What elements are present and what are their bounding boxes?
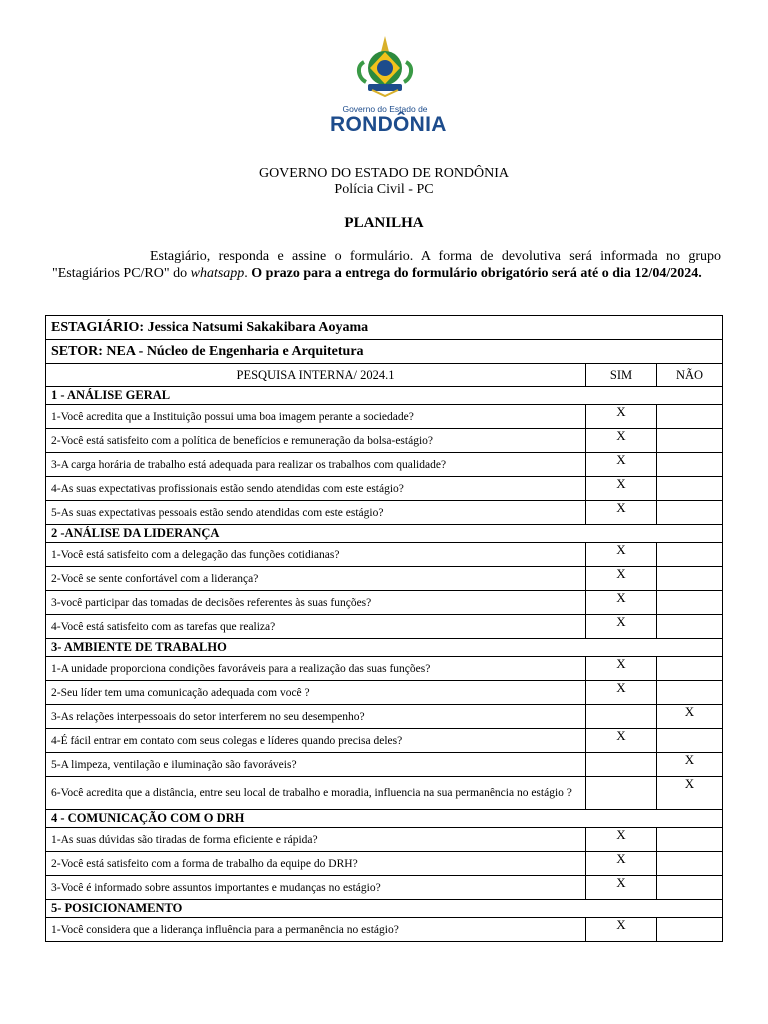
answer-no-cell — [657, 477, 723, 501]
answer-mark: X — [616, 452, 626, 467]
intro-text: Estagiário, responda e assine o formulário. A forma de devolutiva será informada no grupo "Estagiários PC/RO" do — [52, 249, 721, 281]
question-text: 3-você participar das tomadas de decisões referentes às suas funções? — [46, 591, 586, 615]
section-row — [46, 387, 723, 405]
logo-subtitle: Governo do Estado de — [342, 104, 428, 114]
question-row — [46, 852, 723, 876]
answer-no-cell — [657, 753, 723, 777]
answer-mark: X — [616, 566, 626, 581]
answer-no-cell — [657, 405, 723, 429]
question-text: 1-Você está satisfeito com a delegação das funções cotidianas? — [46, 543, 586, 567]
answer-mark: X — [616, 656, 626, 671]
answer-mark: X — [616, 827, 626, 842]
question-row — [46, 729, 723, 753]
question-text: 2-Você se sente confortável com a liderança? — [46, 567, 586, 591]
question-row — [46, 828, 723, 852]
question-row — [46, 753, 723, 777]
government-logo — [330, 32, 447, 152]
section-row — [46, 639, 723, 657]
intro-text-separator: . — [244, 266, 252, 281]
question-row — [46, 705, 723, 729]
question-row — [46, 591, 723, 615]
section-row — [46, 900, 723, 918]
section-title: 4 - COMUNICAÇÃO COM O DRH — [46, 810, 723, 828]
question-text: 5-As suas expectativas pessoais estão sendo atendidas com este estágio? — [46, 501, 586, 525]
question-row — [46, 501, 723, 525]
answer-yes-cell — [586, 852, 657, 876]
answer-yes-cell — [586, 501, 657, 525]
answer-mark: X — [616, 728, 626, 743]
question-text: 2-Seu líder tem uma comunicação adequada com você ? — [46, 681, 586, 705]
answer-mark: X — [616, 500, 626, 515]
question-text: 1-Você considera que a liderança influência para a permanência no estágio? — [46, 918, 586, 942]
answer-yes-cell — [586, 591, 657, 615]
answer-no-cell — [657, 501, 723, 525]
answer-mark: X — [616, 542, 626, 557]
answer-no-cell — [657, 777, 723, 810]
answer-yes-cell — [586, 543, 657, 567]
answer-yes-cell — [586, 876, 657, 900]
question-text: 4-As suas expectativas profissionais estão sendo atendidas com este estágio? — [46, 477, 586, 501]
intern-sector: SETOR: NEA - Núcleo de Engenharia e Arquitetura — [46, 340, 723, 364]
question-text: 2-Você está satisfeito com a política de benefícios e remuneração da bolsa-estágio? — [46, 429, 586, 453]
answer-no-cell — [657, 453, 723, 477]
answer-mark: X — [616, 614, 626, 629]
survey-header-row — [46, 364, 723, 387]
answer-yes-cell — [586, 405, 657, 429]
answer-yes-cell — [586, 681, 657, 705]
question-row — [46, 876, 723, 900]
question-row — [46, 429, 723, 453]
sector-row — [46, 340, 723, 364]
intro-paragraph — [52, 248, 721, 282]
answer-yes-cell — [586, 477, 657, 501]
answer-no-cell — [657, 591, 723, 615]
logo-title: RONDÔNIA — [330, 113, 447, 136]
answer-no-cell — [657, 657, 723, 681]
section-row — [46, 810, 723, 828]
question-row — [46, 918, 723, 942]
question-row — [46, 477, 723, 501]
answer-mark: X — [616, 917, 626, 932]
question-text: 5-A limpeza, ventilação e iluminação são favoráveis? — [46, 753, 586, 777]
question-row — [46, 567, 723, 591]
answer-no-cell — [657, 729, 723, 753]
section-title: 5- POSICIONAMENTO — [46, 900, 723, 918]
answer-mark: X — [616, 680, 626, 695]
answer-mark: X — [684, 752, 695, 767]
answer-yes-cell — [586, 777, 657, 810]
question-text: 4-É fácil entrar em contato com seus colegas e líderes quando precisa deles? — [46, 729, 586, 753]
question-text: 2-Você está satisfeito com a forma de trabalho da equipe do DRH? — [46, 852, 586, 876]
intern-name: ESTAGIÁRIO: Jessica Natsumi Sakakibara Aoyama — [46, 316, 723, 340]
question-text: 3-Você é informado sobre assuntos importantes e mudanças no estágio? — [46, 876, 586, 900]
answer-yes-cell — [586, 657, 657, 681]
intern-row — [46, 316, 723, 340]
question-row — [46, 615, 723, 639]
answer-yes-cell — [586, 453, 657, 477]
answer-no-cell — [657, 918, 723, 942]
answer-yes-cell — [586, 705, 657, 729]
question-row — [46, 681, 723, 705]
answer-yes-cell — [586, 828, 657, 852]
answer-yes-cell — [586, 615, 657, 639]
question-text: 3-A carga horária de trabalho está adequada para realizar os trabalhos com qualidade? — [46, 453, 586, 477]
answer-no-cell — [657, 828, 723, 852]
answer-mark: X — [616, 590, 626, 605]
section-title: 2 -ANÁLISE DA LIDERANÇA — [46, 525, 723, 543]
section-title: 3- AMBIENTE DE TRABALHO — [46, 639, 723, 657]
answer-yes-cell — [586, 729, 657, 753]
answer-yes-cell — [586, 429, 657, 453]
question-row — [46, 777, 723, 810]
section-row — [46, 525, 723, 543]
answer-yes-cell — [586, 753, 657, 777]
answer-no-cell — [657, 567, 723, 591]
answer-no-cell — [657, 681, 723, 705]
section-title: 1 - ANÁLISE GERAL — [46, 387, 723, 405]
header-government: GOVERNO DO ESTADO DE RONDÔNIA — [258, 166, 510, 181]
question-row — [46, 453, 723, 477]
header-department: Polícia Civil - PC — [334, 182, 434, 197]
answer-no-cell — [657, 429, 723, 453]
intro-app-name: whatsapp — [190, 266, 245, 281]
answer-mark: X — [616, 404, 626, 419]
answer-no-cell — [657, 543, 723, 567]
answer-no-cell — [657, 705, 723, 729]
answer-mark: X — [684, 704, 695, 719]
question-text: 6-Você acredita que a distância, entre seu local de trabalho e moradia, influencia na sua permanência no estágio ? — [46, 777, 586, 810]
question-row — [46, 405, 723, 429]
question-text: 4-Você está satisfeito com as tarefas que realiza? — [46, 615, 586, 639]
answer-no-cell — [657, 852, 723, 876]
page-title: PLANILHA — [344, 215, 424, 231]
column-header-yes: SIM — [586, 364, 657, 387]
question-text: 1-As suas dúvidas são tiradas de forma eficiente e rápida? — [46, 828, 586, 852]
question-text: 1-Você acredita que a Instituição possui uma boa imagem perante a sociedade? — [46, 405, 586, 429]
column-header-no: NÃO — [657, 364, 723, 387]
survey-table — [45, 315, 723, 942]
answer-yes-cell — [586, 567, 657, 591]
question-row — [46, 657, 723, 681]
answer-no-cell — [657, 615, 723, 639]
intro-deadline: O prazo para a entrega do formulário obrigatório será até o dia 12/04/2024. — [251, 266, 702, 281]
answer-mark: X — [616, 875, 626, 890]
answer-no-cell — [657, 876, 723, 900]
question-text: 3-As relações interpessoais do setor interferem no seu desempenho? — [46, 705, 586, 729]
answer-mark: X — [616, 476, 626, 491]
coat-of-arms-icon — [350, 32, 420, 102]
answer-mark: X — [616, 851, 626, 866]
answer-yes-cell — [586, 918, 657, 942]
question-row — [46, 543, 723, 567]
answer-mark: X — [616, 428, 626, 443]
survey-title: PESQUISA INTERNA/ 2024.1 — [46, 364, 586, 387]
answer-mark: X — [684, 776, 695, 791]
question-text: 1-A unidade proporciona condições favoráveis para a realização das suas funções? — [46, 657, 586, 681]
